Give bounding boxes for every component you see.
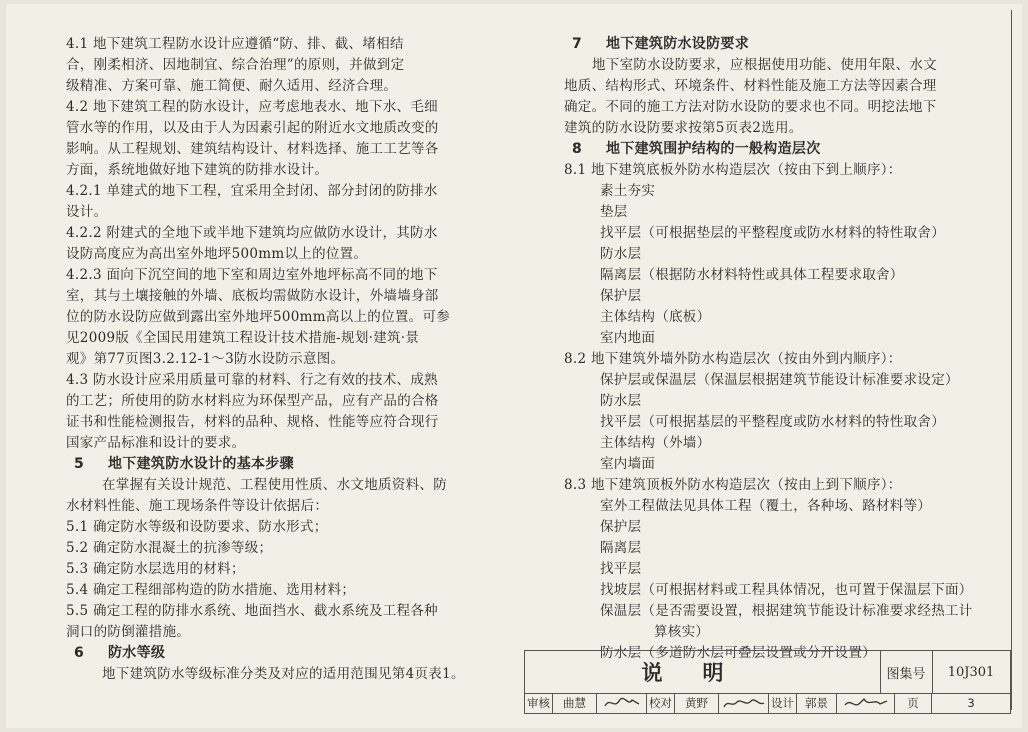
clause-4-2-line: 管水等的作用，以及由于人为因素引起的附近水文地质改变的 (66, 120, 439, 136)
reviewer-signature-mark (602, 695, 642, 711)
clause-4-3-line: 国家产品标准和设计的要求。 (66, 435, 246, 451)
section-7-title: 地下建筑防水设防要求 (606, 36, 749, 52)
step-5-4: 5.4 确定工程细部构造的防水措施、选用材料； (66, 582, 356, 598)
checker-name: 黄野 (675, 693, 719, 713)
layer-item: 隔离层 (600, 540, 642, 556)
clause-4-2-1-line: 设计。 (66, 204, 108, 220)
clause-4-2-2-line: 4.2.2 附建式的全地下或半地下建筑均应做防水设计，其防水 (66, 225, 438, 241)
sheet-title: 说明 (525, 651, 881, 693)
layer-item: 防水层（多道防水层可叠层设置或分开设置） (600, 645, 876, 661)
clause-4-2-1-line: 4.2.1 单建式的地下工程，宜采用全封闭、部分封闭的防排水 (66, 183, 438, 199)
atlas-number: 10J301 (947, 664, 995, 680)
step-5-2: 5.2 确定防水混凝土的抗渗等级； (66, 540, 273, 556)
reviewer-signature (597, 693, 647, 713)
layer-item: 隔离层（根据防水材料特性或具体工程要求取舍） (600, 267, 904, 283)
clause-4-2-3-line: 位的防水设防应做到露出室外地坪500mm高以上的位置。可参 (66, 309, 451, 325)
design-label: 设计 (769, 693, 797, 713)
clause-4-2-3-line: 室，其与土壤接触的外墙、底板均需做防水设计，外墙墙身部 (66, 288, 439, 304)
step-5-1: 5.1 确定防水等级和设防要求、防水形式； (66, 519, 328, 535)
clause-4-2-3-line: 见2009版《全国民用建筑工程设计技术措施-规划·建筑·景 (66, 330, 420, 346)
section-8-heading (564, 139, 984, 160)
section-6-number: 6 (74, 645, 85, 661)
title-block (524, 650, 1011, 714)
clause-4-2-line: 方面，系统地做好地下建筑的防排水设计。 (66, 162, 329, 178)
clause-8-3: 8.3 地下建筑顶板外防水构造层次（按由上到下顺序）： (564, 477, 902, 493)
layer-item: 找平层（可根据垫层的平整程度或防水材料的特性取舍） (600, 225, 945, 241)
clause-8-1: 8.1 地下建筑底板外防水构造层次（按由下到上顺序）： (564, 162, 902, 178)
layer-item: 主体结构（外墙） (600, 435, 711, 451)
section-6-text: 地下建筑防水等级标准分类及对应的适用范围见第4页表1。 (102, 666, 465, 682)
section-8-number: 8 (572, 141, 583, 157)
layer-item: 室外工程做法见具体工程（覆土，各种场、路材料等） (600, 498, 932, 514)
clause-4-2-line: 4.2 地下建筑工程的防水设计，应考虑地表水、地下水、毛细 (66, 99, 438, 115)
section-5-title: 地下建筑防水设计的基本步骤 (108, 456, 294, 472)
review-label: 审核 (525, 693, 553, 713)
clause-4-2-2-line: 设防高度应为高出室外地坪500mm以上的位置。 (66, 246, 368, 262)
checker-signature-mark (722, 695, 766, 711)
designer-signature-mark (842, 695, 890, 711)
clause-4-3-line: 的工艺；所使用的防水材料应为环保型产品，应有产品的合格 (66, 393, 439, 409)
layer-item: 保护层或保温层（保温层根据建筑节能设计标准要求设定） (600, 372, 959, 388)
layer-item: 垫层 (600, 204, 628, 220)
page-number: 3 (967, 696, 975, 710)
clause-4-3-line: 4.3 防水设计应采用质量可靠的材料、行之有效的技术、成熟 (66, 372, 438, 388)
section-7-line: 地质、结构形式、环境条件、材料性能及施工方法等因素合理 (564, 78, 937, 94)
clause-4-2-3-line: 4.2.3 面向下沉空间的地下室和周边室外地坪标高不同的地下 (66, 267, 438, 283)
atlas-number-label: 图集号 (880, 651, 933, 693)
section-5-number: 5 (74, 456, 85, 472)
left-text-column (66, 34, 486, 685)
layer-item: 防水层 (600, 246, 642, 262)
clause-4-3-line: 证书和性能检测报告，材料的品种、规格、性能等应符合现行 (66, 414, 439, 430)
layer-item: 保护层 (600, 288, 642, 304)
layer-item: 找坡层（可根据材料或工程具体情况，也可置于保温层下面） (600, 582, 973, 598)
clause-8-2: 8.2 地下建筑外墙外防水构造层次（按由外到内顺序）： (564, 351, 902, 367)
section-6-title: 防水等级 (108, 645, 166, 661)
layer-item: 室内地面 (600, 330, 656, 346)
clause-4-1-line: 4.1 地下建筑工程防水设计应遵循“防、排、截、堵相结 (66, 36, 404, 52)
reviewer-name: 曲慧 (553, 693, 597, 713)
clause-4-1-line: 级精准、方案可靠、施工简便、耐久适用、经济合理。 (66, 78, 398, 94)
layer-item: 找平层（可根据基层的平整程度或防水材料的特性取舍） (600, 414, 945, 430)
section-8-title: 地下建筑围护结构的一般构造层次 (606, 141, 821, 157)
title-block-sign-row (525, 693, 1010, 713)
checker-signature (719, 693, 769, 713)
sheet-border-line (1011, 10, 1012, 710)
section-5-intro-line: 在掌握有关设计规范、工程使用性质、水文地质资料、防 (102, 477, 447, 493)
section-7-line: 建筑的防水设防要求按第5页表2选用。 (564, 120, 803, 136)
layer-item: 找平层 (600, 561, 642, 577)
layer-item: 素土夯实 (600, 183, 656, 199)
designer-name: 郭景 (797, 693, 837, 713)
section-5-heading (66, 454, 486, 475)
section-7-heading (564, 34, 984, 55)
section-7-number: 7 (572, 36, 583, 52)
layer-item: 防水层 (600, 393, 642, 409)
step-5-3: 5.3 确定防水层选用的材料； (66, 561, 245, 577)
step-5-5-line: 洞口的防倒灌措施。 (66, 624, 191, 640)
step-5-5-line: 5.5 确定工程的防排水系统、地面挡水、截水系统及工程各种 (66, 603, 438, 619)
section-5-intro-line: 水材料性能、施工现场条件等设计依据后： (66, 498, 329, 514)
right-text-column (564, 34, 984, 664)
clause-4-1-line: 合，刚柔相济、因地制宜、综合治理”的原则，并做到定 (66, 57, 405, 73)
check-label: 校对 (647, 693, 675, 713)
section-6-heading (66, 643, 486, 664)
layer-item: 保温层（是否需要设置，根据建筑节能设计标准要求经热工计 (600, 603, 973, 619)
layer-item-continuation: 算核实） (654, 624, 710, 640)
section-7-line: 地下室防水设防要求，应根据使用功能、使用年限、水文 (592, 57, 937, 73)
page-label: 页 (895, 693, 932, 713)
designer-signature (837, 693, 895, 713)
clause-4-2-3-line: 观》第77页图3.2.12-1～3防水设防示意图。 (66, 351, 345, 367)
layer-item: 保护层 (600, 519, 642, 535)
section-7-line: 确定。不同的施工方法对防水设防的要求也不同。明挖法地下 (564, 99, 937, 115)
layer-item: 室内墙面 (600, 456, 656, 472)
layer-item: 主体结构（底板） (600, 309, 711, 325)
title-block-top-row (525, 651, 1010, 694)
clause-4-2-line: 影响。从工程规划、建筑结构设计、材料选择、施工工艺等各 (66, 141, 439, 157)
